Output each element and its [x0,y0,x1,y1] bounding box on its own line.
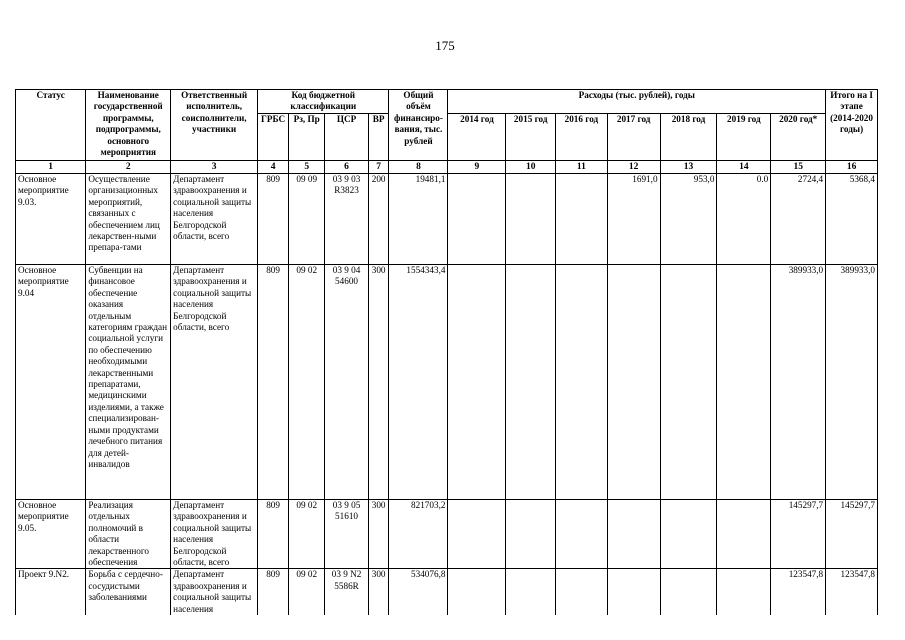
table-row [16,569,878,615]
header-year-2018: 2018 год [660,114,717,161]
row-status: Основное мероприятие 9.05. [16,500,86,569]
row-2017: 1691,0 [607,174,660,265]
row-csr: 03 9 04 54600 [325,265,368,500]
row-2018 [660,500,717,569]
row-2016 [556,265,608,500]
row-stage-total: 5368,4 [826,174,878,265]
header-year-2017: 2017 год [607,114,660,161]
row-2015 [506,265,556,500]
row-2018: 953,0 [660,174,717,265]
header-expenses: Расходы (тыс. рублей), годы [448,90,826,114]
header-rzpr: Рз, Пр [289,114,325,161]
row-total: 19481,1 [389,174,448,265]
row-stage-total: 145297,7 [826,500,878,569]
row-grbs: 809 [258,174,289,265]
row-executor: Департамент здравоохранения и социальной защиты населения Белгородской области, всего [171,500,258,569]
column-number: 6 [325,161,368,174]
row-total: 534076,8 [389,569,448,615]
row-2017 [607,569,660,615]
row-grbs: 809 [258,265,289,500]
row-status: Основное мероприятие 9.03. [16,174,86,265]
column-number: 2 [86,161,171,174]
row-rzpr: 09 02 [289,500,325,569]
row-name: Реализация отдельных полномочий в области лекарственного обеспечения [86,500,171,569]
row-vr: 200 [368,174,389,265]
column-number: 11 [556,161,608,174]
row-2014 [448,500,506,569]
row-executor: Департамент здравоохранения и социальной защиты населения [171,569,258,615]
header-year-2014: 2014 год [448,114,506,161]
row-grbs: 809 [258,500,289,569]
row-rzpr: 09 02 [289,569,325,615]
row-2019 [717,569,771,615]
row-2014 [448,569,506,615]
row-grbs: 809 [258,569,289,615]
column-number: 14 [717,161,771,174]
header-executor: Ответственный исполнитель, соисполнители, участники [171,90,258,161]
row-status: Основное мероприятие 9.04 [16,265,86,500]
row-vr: 300 [368,500,389,569]
header-stage-total: Итого на I этапе (2014-2020 годы) [826,90,878,161]
row-executor: Департамент здравоохранения и социальной защиты населения Белгородской области, всего [171,265,258,500]
row-2014 [448,174,506,265]
column-number: 1 [16,161,86,174]
row-stage-total: 123547,8 [826,569,878,615]
row-2016 [556,500,608,569]
row-2020: 123547,8 [771,569,826,615]
header-year-2016: 2016 год [556,114,608,161]
header-status: Статус [16,90,86,161]
row-2015 [506,174,556,265]
row-2017 [607,500,660,569]
row-csr: 03 9 03 R3823 [325,174,368,265]
header-year-2019: 2019 год [717,114,771,161]
column-number: 13 [660,161,717,174]
row-2020: 2724,4 [771,174,826,265]
row-total: 1554343,4 [389,265,448,500]
column-number: 7 [368,161,389,174]
row-2019 [717,265,771,500]
row-2017 [607,265,660,500]
budget-table [15,89,878,615]
row-2020: 389933,0 [771,265,826,500]
row-vr: 300 [368,265,389,500]
column-number: 5 [289,161,325,174]
row-2019 [717,500,771,569]
row-2014 [448,265,506,500]
header-grbs: ГРБС [258,114,289,161]
header-year-2015: 2015 год [506,114,556,161]
header-total: Общий объём финансиро-вания, тыс. рублей [389,90,448,161]
row-2018 [660,569,717,615]
row-2019: 0.0 [717,174,771,265]
row-2020: 145297,7 [771,500,826,569]
row-2015 [506,500,556,569]
row-executor: Департамент здравоохранения и социальной защиты населения Белгородской области, всего [171,174,258,265]
table-row [16,174,878,265]
row-name: Субвенции на финансовое обеспечение оказания отдельным категориям граждан социальной услуги по обеспечению необходимыми лекарственными препаратами, медицинскими изделиями, а также специализирован-ными продуктами лечебного питания для детей-инвалидов [86,265,171,500]
header-name: Наименование государственной программы, подпрограммы, основного мероприятия [86,90,171,161]
column-number: 15 [771,161,826,174]
header-year-2020: 2020 год* [771,114,826,161]
row-status: Проект 9.N2. [16,569,86,615]
row-2016 [556,174,608,265]
row-csr: 03 9 N2 5586R [325,569,368,615]
row-2015 [506,569,556,615]
row-csr: 03 9 05 51610 [325,500,368,569]
header-vr: ВР [368,114,389,161]
column-number: 8 [389,161,448,174]
header-csr: ЦСР [325,114,368,161]
row-rzpr: 09 02 [289,265,325,500]
row-stage-total: 389933,0 [826,265,878,500]
column-number: 4 [258,161,289,174]
row-rzpr: 09 09 [289,174,325,265]
row-vr: 300 [368,569,389,615]
row-name: Осуществление организационных мероприятий, связанных с обеспечением лиц лекарствен-ными препара-тами [86,174,171,265]
column-number: 16 [826,161,878,174]
table-row [16,500,878,569]
column-number: 12 [607,161,660,174]
page-number: 175 [435,38,455,53]
row-2018 [660,265,717,500]
header-budget-code: Код бюджетной классификации [258,90,389,114]
row-total: 821703,2 [389,500,448,569]
table-row [16,265,878,500]
row-name: Борьба с сердечно-сосудистыми заболеваниями [86,569,171,615]
column-number: 10 [506,161,556,174]
column-number: 9 [448,161,506,174]
column-number: 3 [171,161,258,174]
row-2016 [556,569,608,615]
